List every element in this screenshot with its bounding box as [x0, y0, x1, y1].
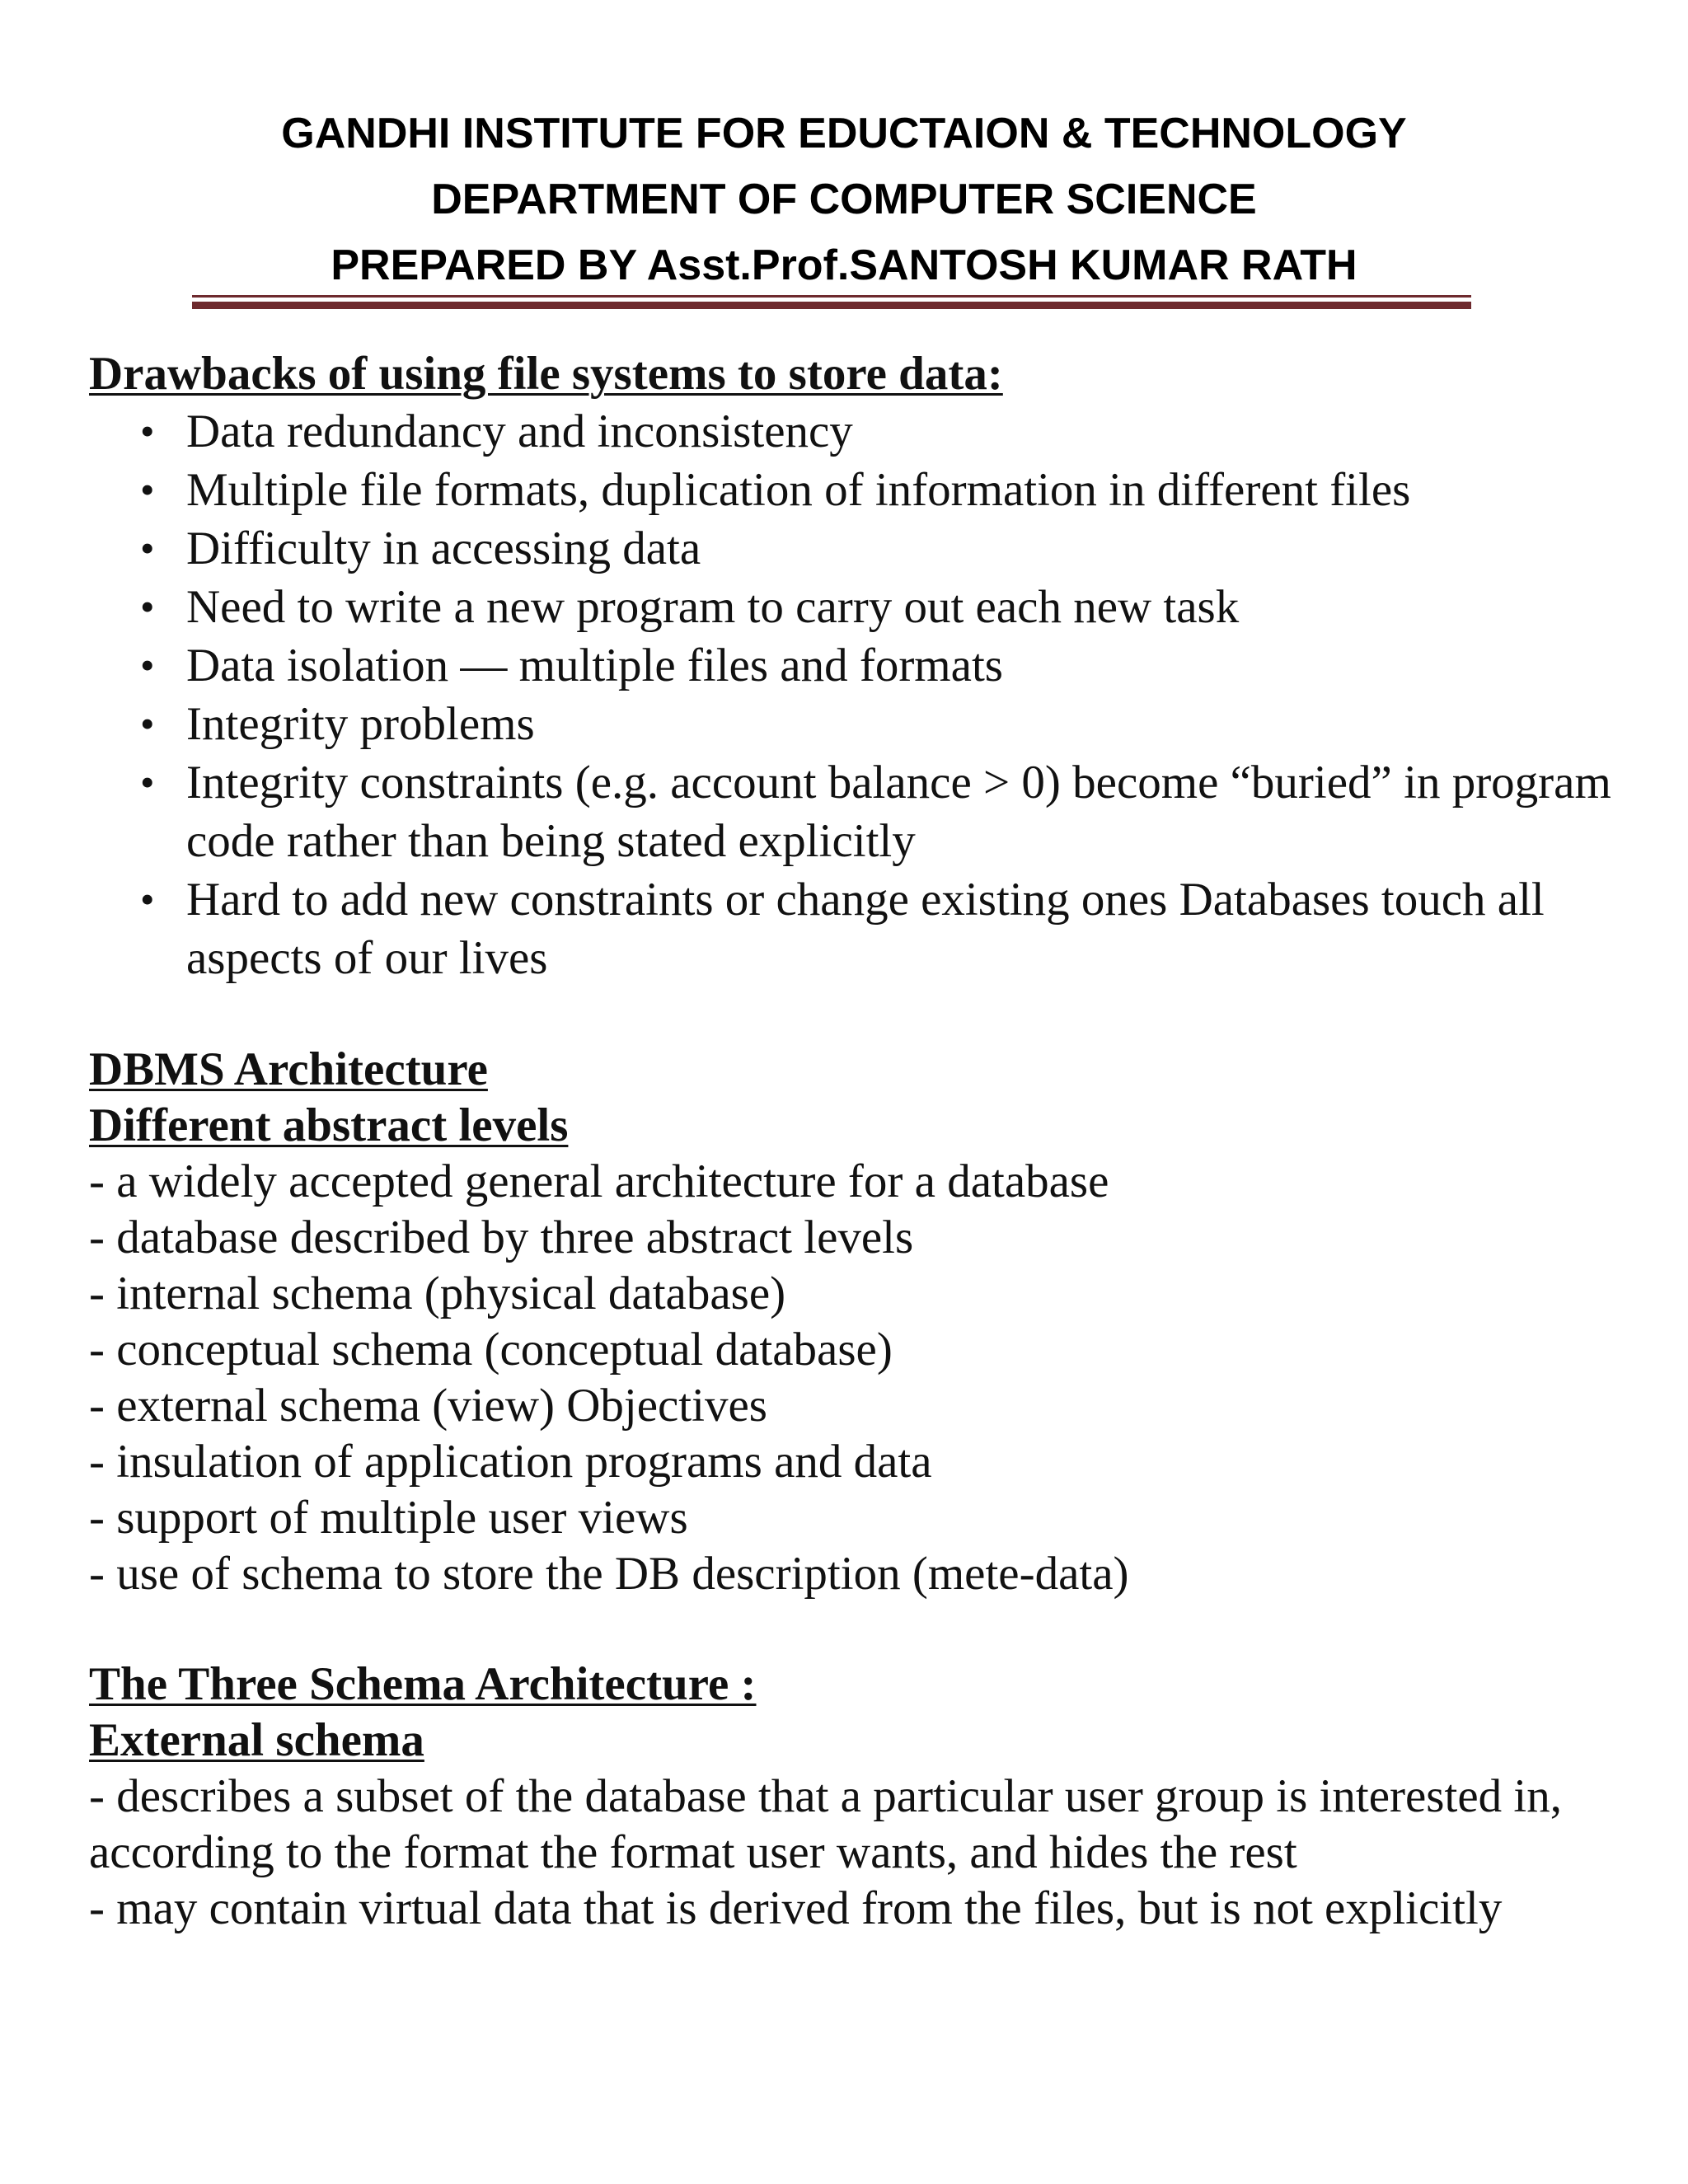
department-name: DEPARTMENT OF COMPUTER SCIENCE: [431, 176, 1257, 223]
drawbacks-list: [89, 402, 1639, 987]
bullet-icon: •: [140, 583, 155, 630]
author-line: PREPARED BY Asst.Prof.SANTOSH KUMAR RATH: [331, 241, 1357, 289]
bullet-icon: •: [140, 525, 155, 571]
section-spacer: [89, 987, 1639, 1042]
institute-name: GANDHI INSTITUTE FOR EDUCTAION & TECHNOLOGY: [281, 110, 1407, 157]
list-item-text: Integrity problems: [186, 698, 535, 750]
document-body: [89, 346, 1639, 1937]
list-item-text: Need to write a new program to carry out each new task: [186, 581, 1240, 633]
text-line: - conceptual schema (conceptual database): [89, 1324, 893, 1376]
list-item-text: Integrity constraints (e.g. account balance > 0) become “buried” in program code rather than being stated explicitly: [186, 757, 1611, 867]
list-item-text: Difficulty in accessing data: [186, 523, 701, 574]
text-line: - a widely accepted general architecture for a database: [89, 1155, 1109, 1207]
section-heading-drawbacks: Drawbacks of using file systems to store data:: [89, 348, 1003, 400]
list-item-text: Hard to add new constraints or change existing ones Databases touch all aspects of our lives: [186, 874, 1545, 984]
section-heading-three-schema: The Three Schema Architecture :: [89, 1658, 757, 1710]
list-item: [89, 636, 1639, 695]
text-line: - insulation of application programs and data: [89, 1436, 932, 1488]
text-paragraph: - may contain virtual data that is derived from the files, but is not explicitly: [89, 1882, 1503, 1934]
section-spacer: [89, 1602, 1639, 1657]
list-item-text: Data isolation — multiple files and formats: [186, 640, 1003, 691]
list-item: [89, 578, 1639, 636]
text-line: - database described by three abstract levels: [89, 1212, 914, 1263]
list-item: [89, 519, 1639, 578]
section-heading-dbms-architecture: DBMS Architecture: [89, 1043, 488, 1095]
subheading-abstract-levels: Different abstract levels: [89, 1099, 569, 1151]
bullet-icon: •: [140, 642, 155, 688]
list-item: [89, 402, 1639, 461]
text-line: - support of multiple user views: [89, 1492, 688, 1544]
text-paragraph: - describes a subset of the database that a particular user group is interested in, according to the format the format user wants, and hides the rest: [89, 1770, 1562, 1878]
list-item-text: Multiple file formats, duplication of information in different files: [186, 464, 1411, 516]
header-rule-thin: [192, 295, 1471, 298]
header-rule-thick: [192, 302, 1471, 309]
list-item-text: Data redundancy and inconsistency: [186, 405, 853, 457]
bullet-icon: •: [140, 701, 155, 747]
bullet-icon: •: [140, 466, 155, 513]
text-line: - internal schema (physical database): [89, 1268, 786, 1319]
list-item: [89, 753, 1639, 870]
bullet-icon: •: [140, 876, 155, 922]
list-item: [89, 461, 1639, 519]
text-line: - external schema (view) Objectives: [89, 1380, 767, 1432]
text-line: - use of schema to store the DB description (mete-data): [89, 1548, 1129, 1600]
bullet-icon: •: [140, 408, 155, 454]
subheading-external-schema: External schema: [89, 1714, 424, 1766]
bullet-icon: •: [140, 759, 155, 805]
document-header: [0, 101, 1688, 298]
list-item: [89, 870, 1639, 987]
list-item: [89, 695, 1639, 753]
